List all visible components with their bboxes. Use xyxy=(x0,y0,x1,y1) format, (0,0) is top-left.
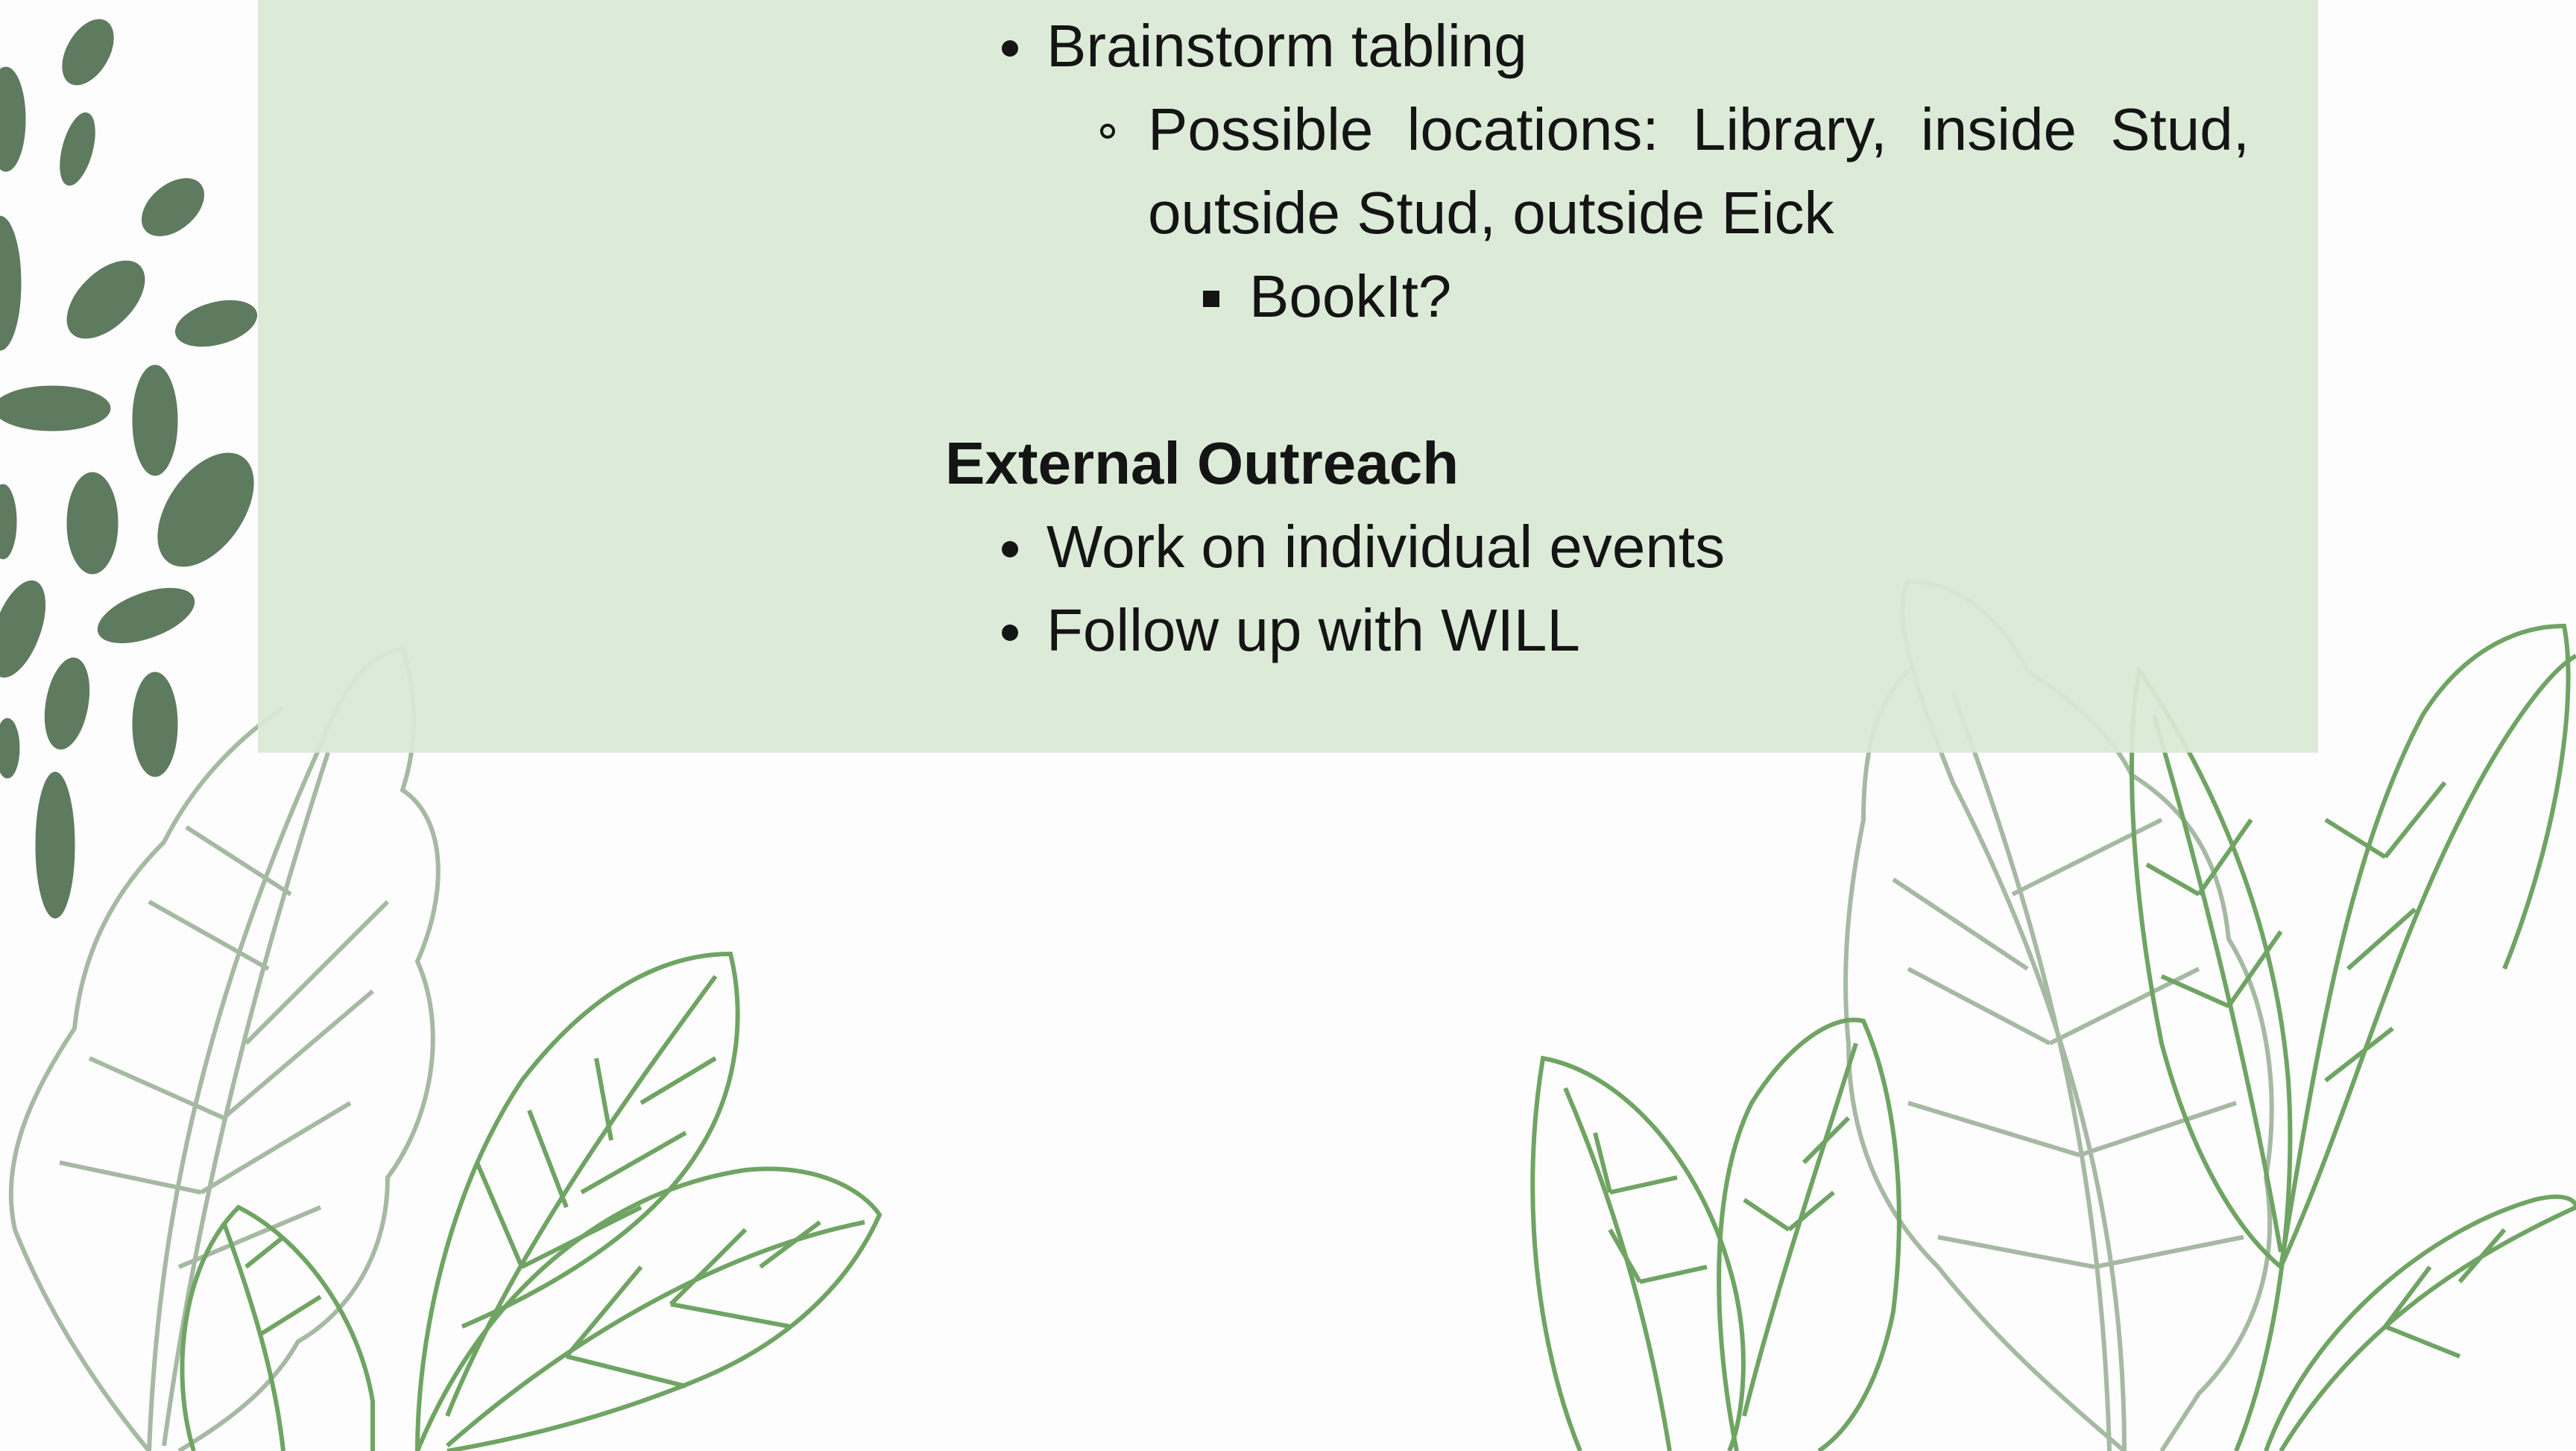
bullet-disc-icon xyxy=(1002,541,1018,557)
list-item-will: Follow up with WILL xyxy=(1046,597,1580,663)
list-item-events: Work on individual events xyxy=(1046,513,1726,580)
monstera-leaf-left-icon xyxy=(11,648,438,1451)
bullet-square-icon xyxy=(1203,291,1219,307)
bullet-circle-icon xyxy=(1100,124,1115,139)
green-leaf-left-icon xyxy=(182,954,880,1451)
bullet-disc-icon xyxy=(1002,625,1018,641)
sub-sub-item-bookit: BookIt? xyxy=(1249,263,1452,329)
bullet-disc-icon xyxy=(1002,40,1018,57)
sub-item-locations-line1: Possible locations: Library, inside Stud, xyxy=(1148,96,2250,162)
sub-item-locations-line2: outside Stud, outside Eick xyxy=(1148,180,1834,246)
list-item-tabling: Brainstorm tabling xyxy=(1046,13,1527,79)
section-heading-external-outreach: External Outreach xyxy=(945,430,1459,496)
seed-pattern-icon xyxy=(0,10,273,918)
